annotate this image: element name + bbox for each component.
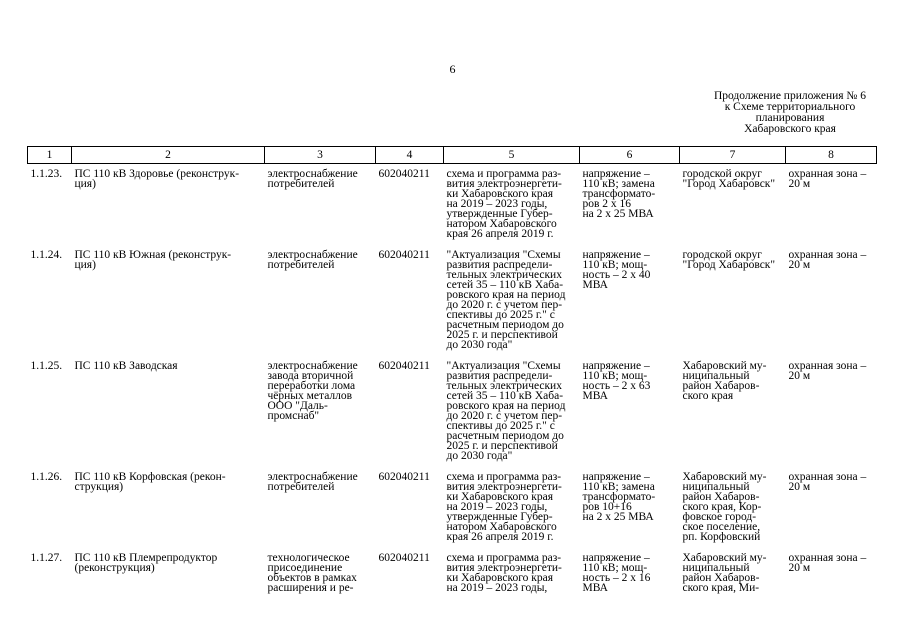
object-name-cell xyxy=(72,245,265,356)
location-cell xyxy=(680,467,786,548)
purpose-cell xyxy=(265,356,376,467)
table-row xyxy=(28,548,877,599)
row-number-cell: 1.1.24. xyxy=(30,249,63,261)
column-header: 4 xyxy=(376,147,444,164)
cell-text-line: расширения и ре- xyxy=(267,582,354,594)
cell-text-line: края 26 апреля 2019 г. xyxy=(446,531,554,543)
cell-text-line: схема и программа раз- xyxy=(446,471,562,483)
cell-text-line: спективы до 2025 г." с xyxy=(446,420,555,432)
characteristics-cell xyxy=(580,548,680,599)
cell-text-line: ки Хабаровского края xyxy=(446,491,553,503)
cell-text-line: ность – 2 х 40 xyxy=(582,269,651,281)
cell-text-line: ПС 110 кВ Южная (реконструк- xyxy=(74,249,232,261)
cell-text-line: ПС 110 кВ Корфовская (рекон- xyxy=(74,471,226,483)
purpose-cell xyxy=(265,164,376,246)
cell-text-line: потребителей xyxy=(267,481,335,493)
row-number-cell: 1.1.27. xyxy=(30,552,63,564)
cell-text-line: электроснабжение xyxy=(267,471,358,483)
cell-text-line: на 2019 – 2023 годы, xyxy=(446,198,548,210)
cell-text-line: натором Хабаровского xyxy=(446,521,557,533)
cell-text-line: ского края, Кор- xyxy=(682,501,762,513)
cell-text-line: развития распредели- xyxy=(446,259,553,271)
cell-text-line: расчетным периодом до xyxy=(446,319,564,331)
cell-text-line: Хабаровский му- xyxy=(682,471,767,483)
object-code-cell: 602040211 xyxy=(378,360,430,372)
planning-objects-table xyxy=(27,146,877,599)
cell-text-line: на 2 х 25 МВА xyxy=(582,511,654,523)
cell-text-line: 20 м xyxy=(788,178,811,190)
cell-text-line: чёрных металлов xyxy=(267,390,353,402)
cell-text-line: трансформато- xyxy=(582,491,656,503)
cell-text-line: технологическое xyxy=(267,552,350,564)
cell-text-line: "Актуализация "Схемы xyxy=(446,360,561,372)
row-number-cell: 1.1.23. xyxy=(30,168,63,180)
column-number-row xyxy=(28,147,877,164)
cell-text-line: развития распредели- xyxy=(446,370,553,382)
header-note-line: Хабаровского края xyxy=(744,123,836,135)
characteristics-cell xyxy=(580,164,680,246)
cell-text-line: ки Хабаровского края xyxy=(446,188,553,200)
cell-text-line: 20 м xyxy=(788,562,811,574)
object-name-cell xyxy=(72,164,265,246)
cell-text-line: переработки лома xyxy=(267,380,356,392)
cell-text-line: ров 10+16 xyxy=(582,501,632,513)
column-header: 3 xyxy=(265,147,376,164)
object-code-cell: 602040211 xyxy=(378,552,430,564)
cell-text-line: ООО "Даль- xyxy=(267,400,328,412)
cell-text-line: объектов в рамках xyxy=(267,572,357,584)
cell-text-line: ция) xyxy=(74,178,96,190)
cell-text-line: натором Хабаровского xyxy=(446,218,557,230)
cell-text-line: 20 м xyxy=(788,481,811,493)
cell-text-line: напряжение – xyxy=(582,168,650,180)
zone-cell xyxy=(786,164,877,246)
location-cell xyxy=(680,548,786,599)
cell-text-line: на 2019 – 2023 годы, xyxy=(446,582,548,594)
characteristics-cell xyxy=(580,467,680,548)
cell-text-line: трансформато- xyxy=(582,188,656,200)
table-row xyxy=(28,356,877,467)
cell-text-line: ниципальный xyxy=(682,370,750,382)
cell-text-line: электроснабжение xyxy=(267,249,358,261)
cell-text-line: ность – 2 х 63 xyxy=(582,380,651,392)
cell-text-line: расчетным периодом до xyxy=(446,430,564,442)
cell-text-line: 2025 г. и перспективой xyxy=(446,329,558,341)
cell-text-line: 110 кВ; мощ- xyxy=(582,562,648,574)
cell-text-line: "Город Хабаровск" xyxy=(682,259,776,271)
cell-text-line: утвержденные Губер- xyxy=(446,511,553,523)
cell-text-line: 20 м xyxy=(788,370,811,382)
cell-text-line: ки Хабаровского края xyxy=(446,572,553,584)
basis-document-cell xyxy=(444,548,580,599)
cell-text-line: "Актуализация "Схемы xyxy=(446,249,561,261)
basis-document-cell xyxy=(444,356,580,467)
cell-text-line: ров 2 х 16 xyxy=(582,198,632,210)
table-row xyxy=(28,467,877,548)
cell-text-line: 20 м xyxy=(788,259,811,271)
zone-cell xyxy=(786,356,877,467)
cell-text-line: тельных электрических xyxy=(446,269,562,281)
cell-text-line: потребителей xyxy=(267,178,335,190)
cell-text-line: 110 кВ; замена xyxy=(582,178,655,190)
cell-text-line: схема и программа раз- xyxy=(446,552,562,564)
header-note-line: к Схеме территориального xyxy=(724,101,856,113)
cell-text-line: охранная зона – xyxy=(788,471,867,483)
cell-text-line: ского края xyxy=(682,390,734,402)
cell-text-line: схема и программа раз- xyxy=(446,168,562,180)
cell-text-line: вития электроэнергети- xyxy=(446,481,562,493)
row-number-cell: 1.1.26. xyxy=(30,471,63,483)
cell-text-line: ПС 110 кВ Племрепродуктор xyxy=(74,552,218,564)
cell-text-line: МВА xyxy=(582,582,608,594)
cell-text-line: до 2030 года" xyxy=(446,339,513,351)
object-name-cell xyxy=(72,548,265,599)
cell-text-line: промснаб" xyxy=(267,410,320,422)
cell-text-line: ровского края на период xyxy=(446,400,566,412)
cell-text-line: сетей 35 – 110 кВ Хаба- xyxy=(446,279,564,291)
cell-text-line: охранная зона – xyxy=(788,552,867,564)
object-code-cell: 602040211 xyxy=(378,249,430,261)
cell-text-line: напряжение – xyxy=(582,249,650,261)
cell-text-line: спективы до 2025 г." с xyxy=(446,309,555,321)
cell-text-line: вития электроэнергети- xyxy=(446,562,562,574)
column-header: 2 xyxy=(72,147,265,164)
cell-text-line: ниципальный xyxy=(682,562,750,574)
cell-text-line: до 2030 года" xyxy=(446,450,513,462)
object-code-cell: 602040211 xyxy=(378,471,430,483)
cell-text-line: (реконструкция) xyxy=(74,562,155,574)
table-row xyxy=(28,164,877,246)
cell-text-line: утвержденные Губер- xyxy=(446,208,553,220)
row-number-cell: 1.1.25. xyxy=(30,360,63,372)
location-cell xyxy=(680,356,786,467)
purpose-cell xyxy=(265,548,376,599)
cell-text-line: на 2019 – 2023 годы, xyxy=(446,501,548,513)
cell-text-line: ность – 2 х 16 xyxy=(582,572,651,584)
zone-cell xyxy=(786,467,877,548)
basis-document-cell xyxy=(444,164,580,246)
basis-document-cell xyxy=(444,467,580,548)
object-name-cell xyxy=(72,356,265,467)
cell-text-line: охранная зона – xyxy=(788,360,867,372)
object-code-cell: 602040211 xyxy=(378,168,430,180)
zone-cell xyxy=(786,548,877,599)
cell-text-line: ского края, Ми- xyxy=(682,582,760,594)
location-cell xyxy=(680,164,786,246)
cell-text-line: городской округ xyxy=(682,249,762,261)
cell-text-line: район Хабаров- xyxy=(682,380,760,392)
column-header: 1 xyxy=(28,147,72,164)
cell-text-line: МВА xyxy=(582,279,608,291)
cell-text-line: до 2020 г. с учетом пер- xyxy=(446,299,563,311)
cell-text-line: рп. Корфовский xyxy=(682,531,761,543)
appendix-continuation-note xyxy=(690,91,890,135)
table-body xyxy=(28,164,877,600)
column-header: 8 xyxy=(786,147,877,164)
cell-text-line: 110 кВ; мощ- xyxy=(582,259,648,271)
page-number: 6 xyxy=(449,62,456,76)
cell-text-line: фовское город- xyxy=(682,511,757,523)
cell-text-line: ниципальный xyxy=(682,481,750,493)
cell-text-line: тельных электрических xyxy=(446,380,562,392)
zone-cell xyxy=(786,245,877,356)
cell-text-line: напряжение – xyxy=(582,471,650,483)
cell-text-line: район Хабаров- xyxy=(682,572,760,584)
column-header: 6 xyxy=(580,147,680,164)
table-row xyxy=(28,245,877,356)
cell-text-line: 110 кВ; замена xyxy=(582,481,655,493)
column-header: 5 xyxy=(444,147,580,164)
cell-text-line: электроснабжение xyxy=(267,360,358,372)
purpose-cell xyxy=(265,245,376,356)
header-note-line: планирования xyxy=(755,112,825,124)
cell-text-line: электроснабжение xyxy=(267,168,358,180)
cell-text-line: напряжение – xyxy=(582,360,650,372)
cell-text-line: завода вторичной xyxy=(267,370,354,382)
cell-text-line: Хабаровский му- xyxy=(682,552,767,564)
cell-text-line: ровского края на период xyxy=(446,289,566,301)
cell-text-line: 2025 г. и перспективой xyxy=(446,440,558,452)
cell-text-line: края 26 апреля 2019 г. xyxy=(446,228,554,240)
purpose-cell xyxy=(265,467,376,548)
cell-text-line: охранная зона – xyxy=(788,168,867,180)
column-header: 7 xyxy=(680,147,786,164)
cell-text-line: напряжение – xyxy=(582,552,650,564)
cell-text-line: МВА xyxy=(582,390,608,402)
characteristics-cell xyxy=(580,245,680,356)
cell-text-line: присоединение xyxy=(267,562,343,574)
cell-text-line: вития электроэнергети- xyxy=(446,178,562,190)
cell-text-line: ция) xyxy=(74,259,96,271)
cell-text-line: 110 кВ; мощ- xyxy=(582,370,648,382)
object-name-cell xyxy=(72,467,265,548)
characteristics-cell xyxy=(580,356,680,467)
cell-text-line: потребителей xyxy=(267,259,335,271)
cell-text-line: городской округ xyxy=(682,168,762,180)
cell-text-line: Хабаровский му- xyxy=(682,360,767,372)
cell-text-line: до 2020 г. с учетом пер- xyxy=(446,410,563,422)
basis-document-cell xyxy=(444,245,580,356)
cell-text-line: на 2 х 25 МВА xyxy=(582,208,654,220)
cell-text-line: ПС 110 кВ Заводская xyxy=(74,360,178,372)
cell-text-line: "Город Хабаровск" xyxy=(682,178,776,190)
cell-text-line: ское поселение, xyxy=(682,521,761,533)
location-cell xyxy=(680,245,786,356)
cell-text-line: ПС 110 кВ Здоровье (реконструк- xyxy=(74,168,240,180)
cell-text-line: сетей 35 – 110 кВ Хаба- xyxy=(446,390,564,402)
cell-text-line: охранная зона – xyxy=(788,249,867,261)
cell-text-line: струкция) xyxy=(74,481,124,493)
cell-text-line: район Хабаров- xyxy=(682,491,760,503)
header-note-line: Продолжение приложения № 6 xyxy=(713,90,867,102)
